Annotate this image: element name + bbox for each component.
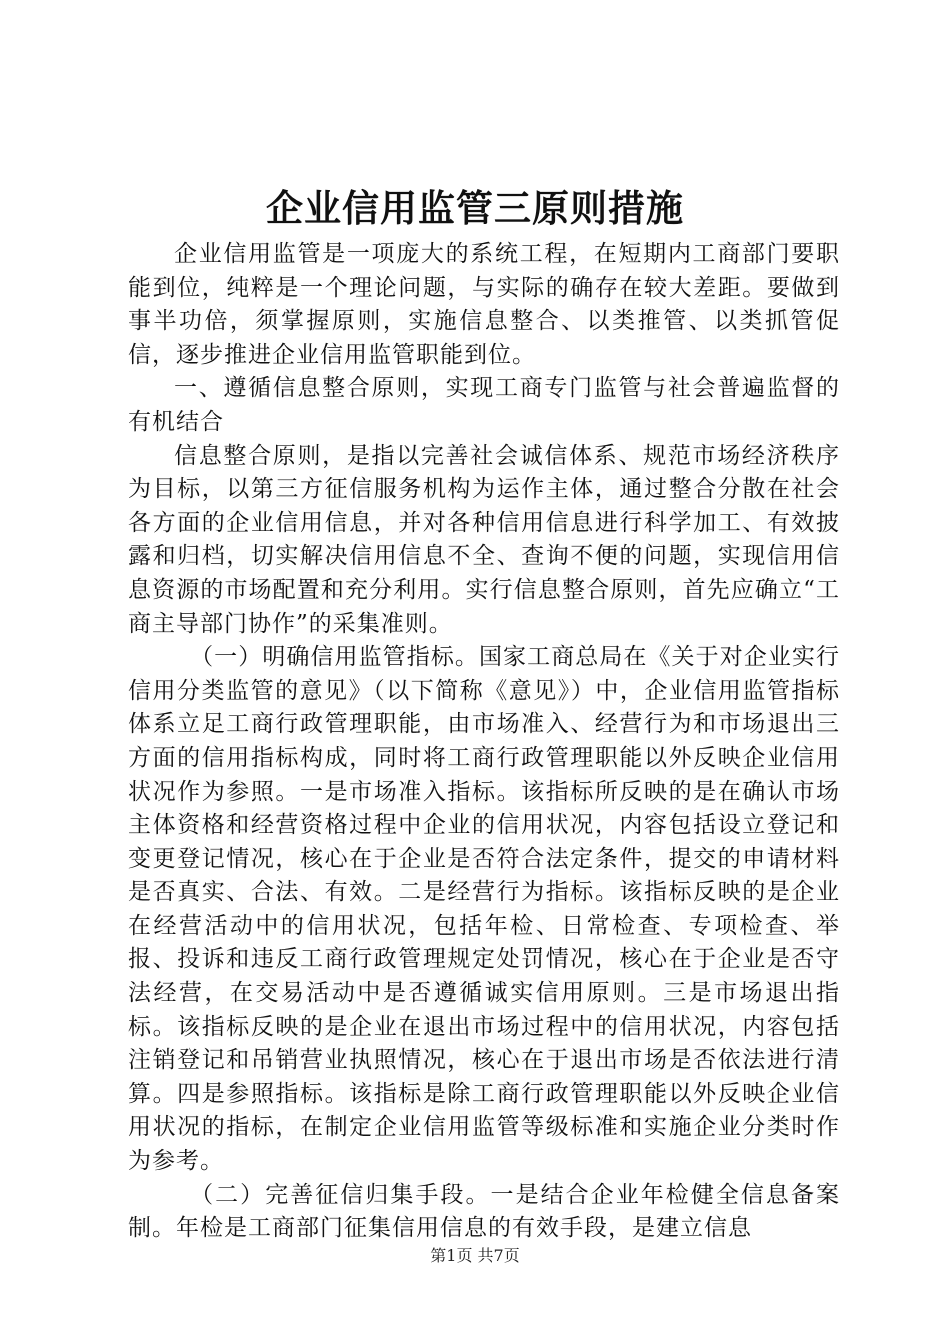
subsection-paragraph: （二）完善征信归集手段。一是结合企业年检健全信息备案制。年检是工商部门征集信用信息的有效手段，是建立信息 xyxy=(128,1181,840,1242)
body-paragraph: 信息整合原则，是指以完善社会诚信体系、规范市场经济秩序为目标，以第三方征信服务机构为运作主体，通过整合分散在社会各方面的企业信用信息，并对各种信用信息进行科学加工、有效披露和归档，切实解决信用信息不全、查询不便的问题，实现信用信息资源的市场配置和充分利用。实行信息整合原则，首先应确立“工商主导部门协作”的采集准则。 xyxy=(128,442,840,637)
document-title: 企业信用监管三原则措施 xyxy=(266,186,684,230)
subsection-paragraph: （一）明确信用监管指标。国家工商总局在《关于对企业实行信用分类监管的意见》（以下简称《意见》）中，企业信用监管指标体系立足工商行政管理职能，由市场准入、经营行为和市场退出三方面的信用指标构成，同时将工商行政管理职能以外反映企业信用状况作为参照。一是市场准入指标。该指标所反映的是在确认市场主体资格和经营资格过程中企业的信用状况，内容包括设立登记和变更登记情况，核心在于企业是否符合法定条件，提交的申请材料是否真实、合法、有效。二是经营行为指标。该指标反映的是企业在经营活动中的信用状况，包括年检、日常检查、专项检查、举报、投诉和违反工商行政管理规定处罚情况，核心在于企业是否守法经营，在交易活动中是否遵循诚实信用原则。三是市场退出指标。该指标反映的是企业在退出市场过程中的信用状况，内容包括注销登记和吊销营业执照情况，核心在于退出市场是否依法进行清算。四是参照指标。该指标是除工商行政管理职能以外反映企业信用状况的指标，在制定企业信用监管等级标准和实施企业分类时作为参考。 xyxy=(128,644,840,1175)
section-heading: 一、遵循信息整合原则，实现工商专门监管与社会普遍监督的有机结合 xyxy=(128,375,840,435)
page-number: 第1页 共7页 xyxy=(430,1246,520,1265)
document-body xyxy=(128,238,840,1246)
intro-paragraph: 企业信用监管是一项庞大的系统工程，在短期内工商部门要职能到位，纯粹是一个理论问题，与实际的确存在较大差距。要做到事半功倍，须掌握原则，实施信息整合、以类推管、以类抓管促信，逐步推进企业信用监管职能到位。 xyxy=(128,241,840,368)
